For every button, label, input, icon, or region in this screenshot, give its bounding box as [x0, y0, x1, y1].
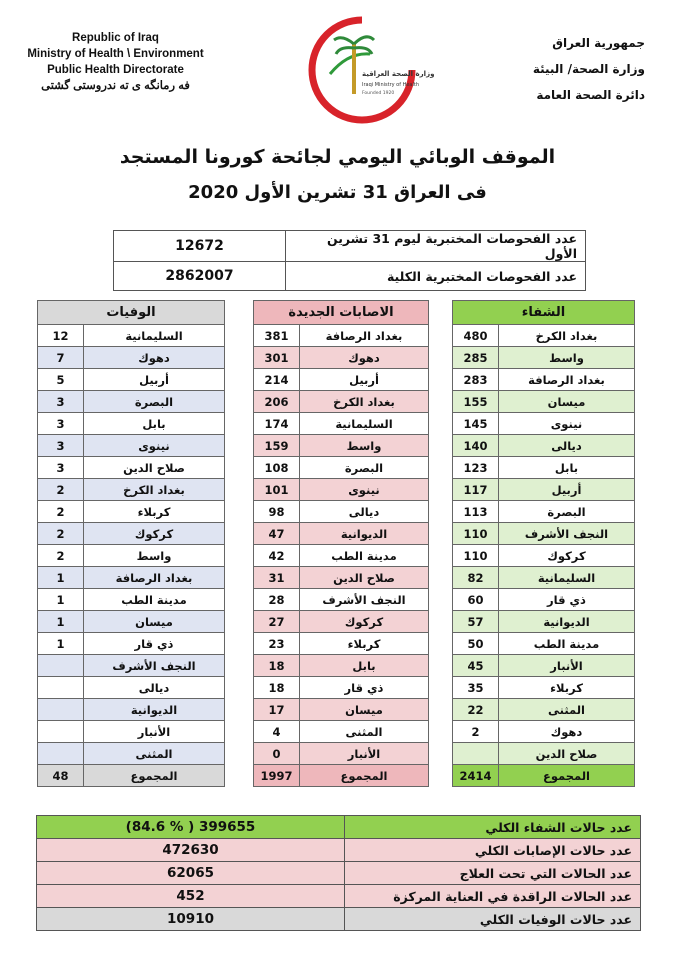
cases-value: 47: [254, 523, 300, 545]
summary-label: عدد حالات الشفاء الكلي: [345, 816, 641, 839]
table-row: [254, 413, 429, 435]
cases-governorate: مدينة الطب: [300, 545, 429, 567]
deaths-value: 3: [38, 457, 84, 479]
header-ar-line3: دائرة الصحة العامة: [536, 88, 645, 102]
summary-label: عدد الحالات التي تحت العلاج: [345, 862, 641, 885]
table-row: [254, 743, 429, 765]
recovery-governorate: الأنبار: [499, 655, 635, 677]
recovery-header: الشفاء: [453, 301, 635, 325]
deaths-governorate: البصرة: [84, 391, 225, 413]
recovery-governorate: كركوك: [499, 545, 635, 567]
cases-governorate: ديالى: [300, 501, 429, 523]
recovery-value: 110: [453, 545, 499, 567]
recovery-value: 50: [453, 633, 499, 655]
table-row: [453, 611, 635, 633]
table-row: [453, 633, 635, 655]
cases-value: 206: [254, 391, 300, 413]
recovery-total-value: 2414: [453, 765, 499, 787]
deaths-value: 3: [38, 413, 84, 435]
cases-governorate: دهوك: [300, 347, 429, 369]
recovery-governorate: ديالى: [499, 435, 635, 457]
deaths-total-label: المجموع: [84, 765, 225, 787]
summary-value: 452: [37, 885, 345, 908]
table-row: [38, 545, 225, 567]
recovery-value: 113: [453, 501, 499, 523]
recovery-total-row: [453, 765, 635, 787]
cases-governorate: البصرة: [300, 457, 429, 479]
summary-row: [37, 862, 641, 885]
recovery-value: 110: [453, 523, 499, 545]
cases-value: 31: [254, 567, 300, 589]
summary-row: [37, 839, 641, 862]
cases-governorate: واسط: [300, 435, 429, 457]
summary-table: [36, 815, 641, 931]
summary-value: 10910: [37, 908, 345, 931]
daily-tests-row: [114, 231, 586, 262]
table-row: [254, 501, 429, 523]
recovery-governorate: بغداد الرصافة: [499, 369, 635, 391]
recovery-governorate: أربيل: [499, 479, 635, 501]
table-row: [453, 721, 635, 743]
table-row: [453, 677, 635, 699]
deaths-value: 1: [38, 633, 84, 655]
cases-value: 23: [254, 633, 300, 655]
recovery-governorate: المثنى: [499, 699, 635, 721]
summary-label: عدد حالات الإصابات الكلي: [345, 839, 641, 862]
summary-value: 472630: [37, 839, 345, 862]
recovery-value: 45: [453, 655, 499, 677]
recovery-value: 2: [453, 721, 499, 743]
recovery-governorate: واسط: [499, 347, 635, 369]
deaths-value: 3: [38, 391, 84, 413]
header-ar-line1: جمهورية العراق: [552, 36, 645, 50]
deaths-governorate: كركوك: [84, 523, 225, 545]
cases-value: 214: [254, 369, 300, 391]
deaths-value: 2: [38, 523, 84, 545]
total-tests-label: عدد الفحوصات المختبرية الكلية: [286, 262, 586, 291]
cases-total-label: المجموع: [300, 765, 429, 787]
deaths-governorate: ميسان: [84, 611, 225, 633]
table-row: [453, 699, 635, 721]
cases-value: 28: [254, 589, 300, 611]
recovery-total-label: المجموع: [499, 765, 635, 787]
recovery-governorate: السليمانية: [499, 567, 635, 589]
table-row: [38, 347, 225, 369]
recovery-header-row: [453, 301, 635, 325]
recovery-value: 283: [453, 369, 499, 391]
cases-total-value: 1997: [254, 765, 300, 787]
table-row: [38, 413, 225, 435]
table-row: [453, 347, 635, 369]
recovery-governorate: بغداد الكرخ: [499, 325, 635, 347]
deaths-header: الوفيات: [38, 301, 225, 325]
table-row: [38, 567, 225, 589]
cases-governorate: صلاح الدين: [300, 567, 429, 589]
recovery-table: [452, 300, 635, 787]
recovery-value: 480: [453, 325, 499, 347]
table-row: [453, 589, 635, 611]
recovery-governorate: ذي قار: [499, 589, 635, 611]
cases-header-row: [254, 301, 429, 325]
total-tests-value: 2862007: [114, 262, 286, 291]
table-row: [453, 567, 635, 589]
deaths-governorate: السليمانية: [84, 325, 225, 347]
summary-label: عدد الحالات الراقدة في العناية المركزة: [345, 885, 641, 908]
table-row: [254, 611, 429, 633]
recovery-value: 57: [453, 611, 499, 633]
table-row: [38, 435, 225, 457]
deaths-value: [38, 721, 84, 743]
deaths-value: 5: [38, 369, 84, 391]
recovery-governorate: نينوى: [499, 413, 635, 435]
table-row: [453, 435, 635, 457]
cases-governorate: الأنبار: [300, 743, 429, 765]
cases-value: 174: [254, 413, 300, 435]
deaths-value: 1: [38, 567, 84, 589]
recovery-value: 82: [453, 567, 499, 589]
deaths-governorate: المثنى: [84, 743, 225, 765]
cases-value: 18: [254, 677, 300, 699]
cases-value: 0: [254, 743, 300, 765]
cases-header: الاصابات الجديدة: [254, 301, 429, 325]
table-row: [38, 457, 225, 479]
deaths-value: 2: [38, 545, 84, 567]
table-row: [254, 457, 429, 479]
deaths-governorate: بغداد الكرخ: [84, 479, 225, 501]
summary-label: عدد حالات الوفيات الكلي: [345, 908, 641, 931]
table-row: [38, 325, 225, 347]
deaths-value: 3: [38, 435, 84, 457]
cases-governorate: بغداد الرصافة: [300, 325, 429, 347]
recovery-value: 123: [453, 457, 499, 479]
ministry-logo: [300, 14, 435, 124]
cases-governorate: بغداد الكرخ: [300, 391, 429, 413]
cases-governorate: الديوانية: [300, 523, 429, 545]
deaths-governorate: ديالى: [84, 677, 225, 699]
report-title: الموقف الوبائي اليومي لجائحة كورونا المستجد: [119, 146, 556, 168]
table-row: [38, 633, 225, 655]
deaths-governorate: الديوانية: [84, 699, 225, 721]
table-row: [38, 743, 225, 765]
cases-governorate: السليمانية: [300, 413, 429, 435]
deaths-governorate: مدينة الطب: [84, 589, 225, 611]
deaths-governorate: أربيل: [84, 369, 225, 391]
deaths-governorate: الأنبار: [84, 721, 225, 743]
deaths-governorate: كربلاء: [84, 501, 225, 523]
recovery-governorate: بابل: [499, 457, 635, 479]
deaths-total-row: [38, 765, 225, 787]
logo-year: Founded 1920: [362, 91, 395, 96]
cases-governorate: بابل: [300, 655, 429, 677]
table-row: [453, 457, 635, 479]
recovery-governorate: كربلاء: [499, 677, 635, 699]
table-row: [254, 347, 429, 369]
recovery-value: 145: [453, 413, 499, 435]
table-row: [38, 699, 225, 721]
table-row: [254, 655, 429, 677]
table-row: [453, 369, 635, 391]
recovery-value: 35: [453, 677, 499, 699]
deaths-value: 7: [38, 347, 84, 369]
table-row: [254, 435, 429, 457]
summary-row: [37, 816, 641, 839]
summary-row: [37, 885, 641, 908]
cases-value: 159: [254, 435, 300, 457]
table-row: [453, 523, 635, 545]
daily-tests-value: 12672: [114, 231, 286, 262]
deaths-value: 1: [38, 611, 84, 633]
cases-total-row: [254, 765, 429, 787]
table-row: [38, 523, 225, 545]
table-row: [254, 369, 429, 391]
deaths-value: 1: [38, 589, 84, 611]
table-row: [38, 391, 225, 413]
header-en-line2: Ministry of Health \ Environment: [27, 48, 204, 60]
deaths-governorate: ذي قار: [84, 633, 225, 655]
deaths-governorate: بابل: [84, 413, 225, 435]
cases-value: 301: [254, 347, 300, 369]
deaths-value: [38, 677, 84, 699]
cases-value: 381: [254, 325, 300, 347]
recovery-governorate: النجف الأشرف: [499, 523, 635, 545]
header-en-line1: Republic of Iraq: [72, 32, 159, 44]
deaths-total-value: 48: [38, 765, 84, 787]
recovery-value: 155: [453, 391, 499, 413]
deaths-value: 2: [38, 479, 84, 501]
table-row: [453, 501, 635, 523]
tests-table: [113, 230, 586, 291]
deaths-value: [38, 699, 84, 721]
table-row: [38, 655, 225, 677]
table-row: [254, 479, 429, 501]
recovery-governorate: دهوك: [499, 721, 635, 743]
table-row: [254, 589, 429, 611]
table-row: [38, 369, 225, 391]
table-row: [38, 479, 225, 501]
cases-governorate: أربيل: [300, 369, 429, 391]
cases-governorate: ذي قار: [300, 677, 429, 699]
deaths-governorate: صلاح الدين: [84, 457, 225, 479]
deaths-governorate: دهوك: [84, 347, 225, 369]
table-row: [38, 611, 225, 633]
header-ar-line2: وزارة الصحة/ البيئة: [532, 62, 645, 76]
table-row: [453, 391, 635, 413]
cases-value: 4: [254, 721, 300, 743]
recovery-governorate: صلاح الدين: [499, 743, 635, 765]
summary-value: (84.6 % ) 399655: [37, 816, 345, 839]
recovery-governorate: مدينة الطب: [499, 633, 635, 655]
table-row: [453, 413, 635, 435]
cases-value: 18: [254, 655, 300, 677]
deaths-governorate: نينوى: [84, 435, 225, 457]
header-english: [8, 30, 223, 94]
deaths-value: 2: [38, 501, 84, 523]
deaths-value: [38, 655, 84, 677]
cases-governorate: المثنى: [300, 721, 429, 743]
table-row: [254, 677, 429, 699]
cases-value: 27: [254, 611, 300, 633]
header-arabic: [485, 30, 645, 108]
cases-governorate: كركوك: [300, 611, 429, 633]
cases-value: 98: [254, 501, 300, 523]
deaths-governorate: بغداد الرصافة: [84, 567, 225, 589]
header-en-line3: Public Health Directorate: [47, 64, 184, 76]
table-row: [38, 721, 225, 743]
cases-value: 101: [254, 479, 300, 501]
recovery-value: [453, 743, 499, 765]
recovery-value: 22: [453, 699, 499, 721]
recovery-value: 117: [453, 479, 499, 501]
deaths-value: 12: [38, 325, 84, 347]
table-row: [254, 721, 429, 743]
recovery-value: 140: [453, 435, 499, 457]
header-ku-line: فه رمانگه ى ته ندروستى گشتى: [41, 80, 190, 92]
deaths-value: [38, 743, 84, 765]
recovery-value: 285: [453, 347, 499, 369]
table-row: [254, 523, 429, 545]
deaths-governorate: واسط: [84, 545, 225, 567]
recovery-governorate: البصرة: [499, 501, 635, 523]
cases-governorate: نينوى: [300, 479, 429, 501]
new-cases-table: [253, 300, 429, 787]
table-row: [254, 567, 429, 589]
logo-text-ar: وزارة الصحة العراقية: [362, 70, 435, 78]
table-row: [38, 677, 225, 699]
total-tests-row: [114, 262, 586, 291]
table-row: [453, 655, 635, 677]
table-row: [254, 545, 429, 567]
table-row: [38, 589, 225, 611]
deaths-table: [37, 300, 225, 787]
cases-governorate: ميسان: [300, 699, 429, 721]
table-row: [254, 699, 429, 721]
deaths-header-row: [38, 301, 225, 325]
summary-row: [37, 908, 641, 931]
recovery-governorate: ميسان: [499, 391, 635, 413]
table-row: [453, 743, 635, 765]
cases-value: 42: [254, 545, 300, 567]
table-row: [38, 501, 225, 523]
daily-tests-label: عدد الفحوصات المختبرية ليوم 31 تشرين الأول: [286, 231, 586, 262]
cases-governorate: كربلاء: [300, 633, 429, 655]
report-date: فى العراق 31 تشرين الأول 2020: [188, 182, 487, 203]
cases-value: 17: [254, 699, 300, 721]
table-row: [453, 325, 635, 347]
deaths-governorate: النجف الأشرف: [84, 655, 225, 677]
recovery-governorate: الديوانية: [499, 611, 635, 633]
table-row: [254, 633, 429, 655]
cases-value: 108: [254, 457, 300, 479]
cases-governorate: النجف الأشرف: [300, 589, 429, 611]
logo-text-en: Iraqi Ministry of Health: [362, 82, 420, 88]
table-row: [254, 391, 429, 413]
table-row: [453, 545, 635, 567]
summary-value: 62065: [37, 862, 345, 885]
table-row: [453, 479, 635, 501]
recovery-value: 60: [453, 589, 499, 611]
table-row: [254, 325, 429, 347]
